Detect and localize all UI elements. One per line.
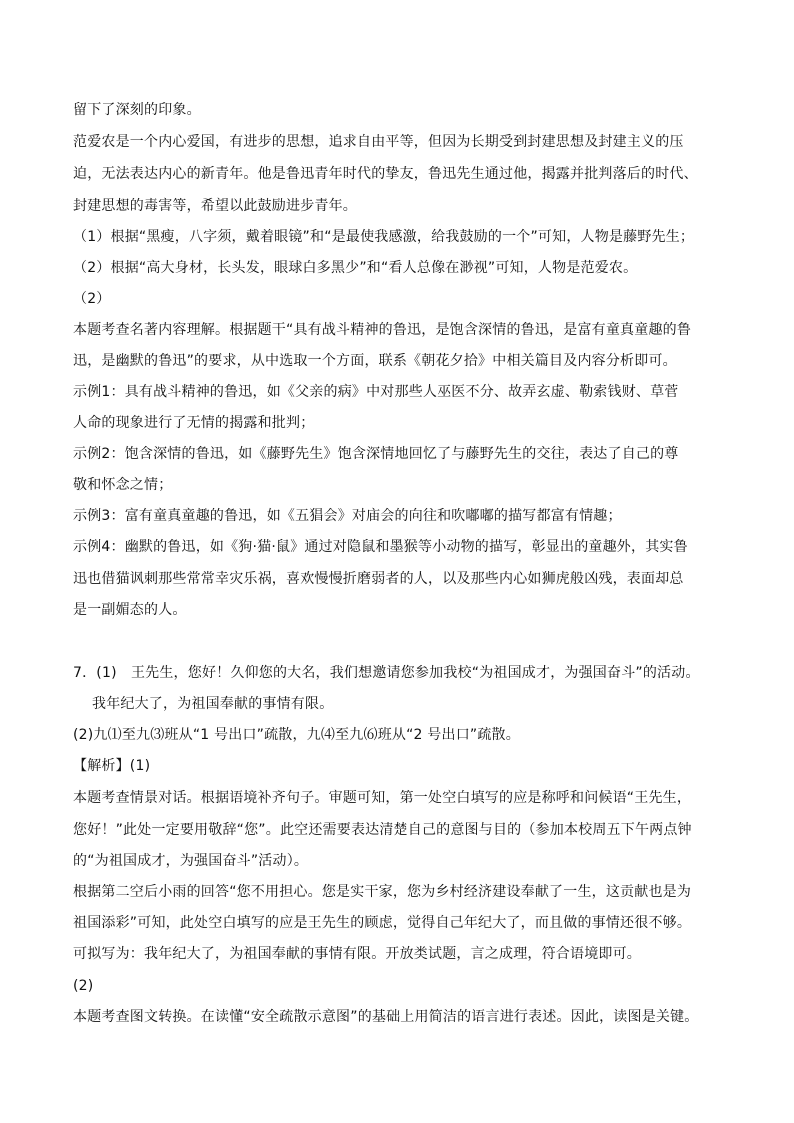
text-line: 迅，是幽默的鲁迅”的要求，从中选取一个方面，联系《朝花夕拾》中相关篇目及内容分析即可。 [73,353,677,369]
text-line: （2）根据“高大身材，长头发，眼球白多黑少”和“看人总像在渺视”可知，人物是范爱农。 [73,260,638,276]
text-line: 封建思想的毒害等，希望以此鼓励进步青年。 [73,198,357,214]
analysis-heading: 【解析】(1) [73,758,151,774]
text-line: 可拟写为：我年纪大了，为祖国奉献的事情有限。开放类试题，言之成理，符合语境即可。 [73,946,641,962]
question-7-answer-2: (2)九⑴至九⑶班从“1 号出口”疏散，九⑷至九⑹班从“2 号出口”疏散。 [73,727,520,743]
text-line: 您好！”此处一定要用敬辞“您”。此空还需要表达清楚自己的意图与目的（参加本校周五下午两点钟 [73,822,692,838]
text-line: 示例2：饱含深情的鲁迅，如《藤野先生》饱含深情地回忆了与藤野先生的交往，表达了自己的尊 [73,446,679,462]
text-line: 的“为祖国成才，为强国奋斗”活动）。 [73,853,309,869]
text-line: 示例1：具有战斗精神的鲁迅，如《父亲的病》中对那些人巫医不分、故弄玄虚、勒索钱财、草菅 [73,384,679,400]
text-line: 我年纪大了，为祖国奉献的事情有限。 [92,696,334,712]
text-line: (2) [73,978,94,994]
text-line: 人命的现象进行了无情的揭露和批判； [73,415,315,431]
text-line: 祖国添彩”可知，此处空白填写的应是王先生的顾虑，觉得自己年纪大了，而且做的事情还很不够。 [73,915,692,931]
text-line: 是一副媚态的人。 [73,602,187,618]
text-line: 本题考查名著内容理解。根据题干“具有战斗精神的鲁迅，是饱含深情的鲁迅，是富有童真童趣的鲁 [73,322,692,338]
question-7-answer-1: 7．(1) 王先生，您好！久仰您的大名，我们想邀请您参加我校“为祖国成才，为强国奋斗”的活动。 [73,665,700,681]
text-line: 范爱农是一个内心爱国，有进步的思想，追求自由平等，但因为长期受到封建思想及封建主义的压 [73,134,684,150]
text-line: 本题考查图文转换。在读懂“安全疏散示意图”的基础上用简洁的语言进行表述。因此，读图是关键。 [73,1009,699,1025]
text-line: 留下了深刻的印象。 [73,102,201,118]
text-line: （2） [73,291,111,307]
text-line: 本题考查情景对话。根据语境补齐句子。审题可知，第一处空白填写的应是称呼和问候语“王先生， [73,790,692,806]
text-line: 根据第二空后小雨的回答“您不用担心。您是实干家，您为乡村经济建设奉献了一生，这贡献也是为 [73,884,692,900]
text-line: （1）根据“黑瘦，八字须，戴着眼镜”和“是最使我感激，给我鼓励的一个”可知，人物是藤野先生； [73,229,695,245]
text-line: 示例3：富有童真童趣的鲁迅，如《五猖会》对庙会的向往和吹嘟嘟的描写都富有情趣； [73,508,622,524]
text-line: 迅也借猫讽刺那些常常幸灾乐祸，喜欢慢慢折磨弱者的人，以及那些内心如狮虎般凶残，表面却总 [73,571,684,587]
text-line: 迫，无法表达内心的新青年。他是鲁迅青年时代的挚友，鲁迅先生通过他，揭露并批判落后的时代、 [73,166,698,182]
text-line: 敬和怀念之情； [73,477,173,493]
text-line: 示例4：幽默的鲁迅，如《狗·猫·鼠》通过对隐鼠和墨猴等小动物的描写，彰显出的童趣外，其实鲁 [73,539,688,555]
